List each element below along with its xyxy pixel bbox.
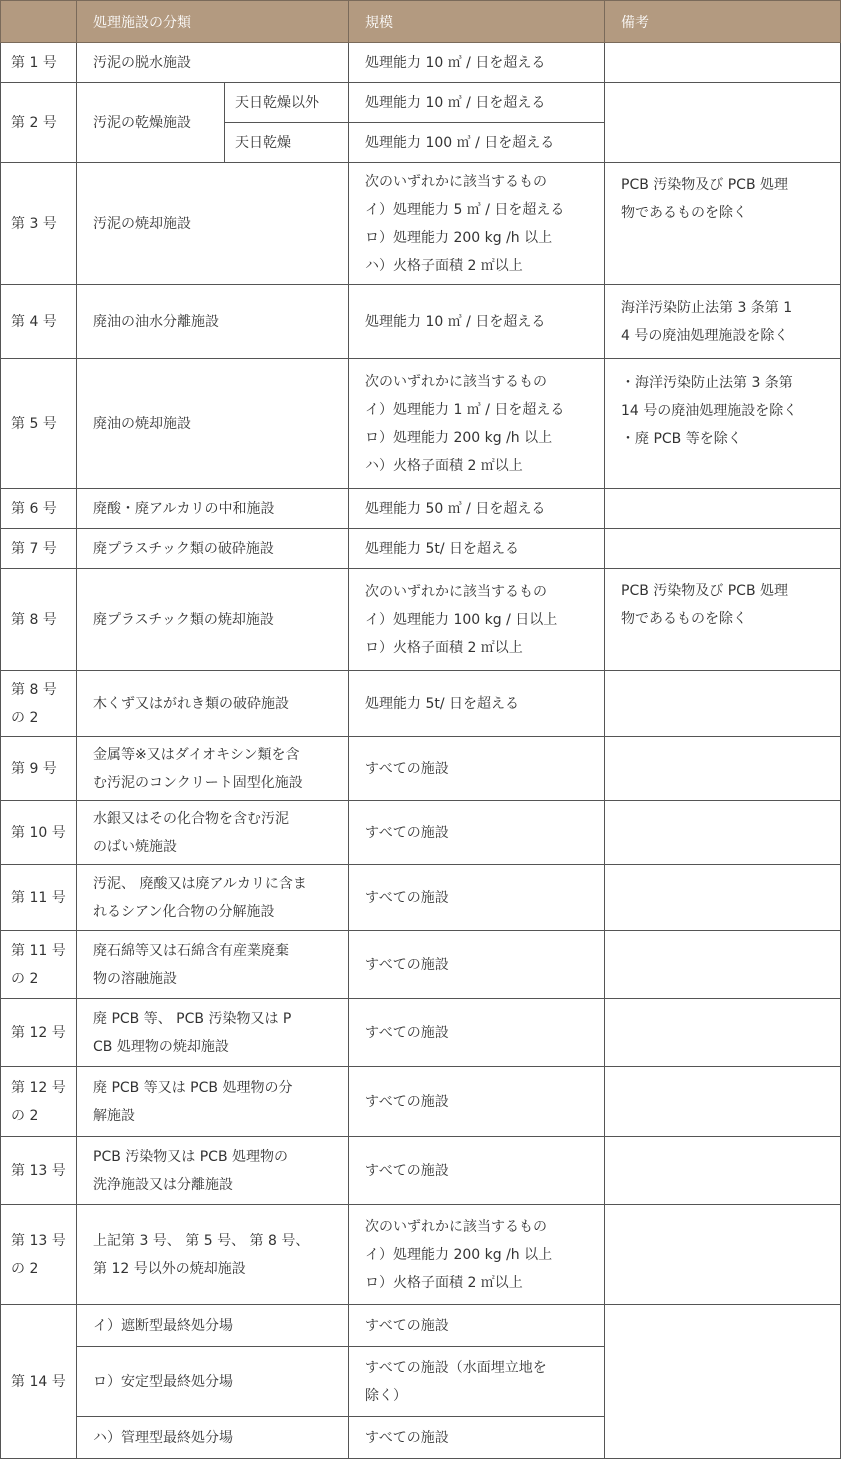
row-number: 第 5 号: [1, 359, 77, 489]
row-scale: 処理能力 5t/ 日を超える: [349, 671, 605, 737]
table-row: [1, 931, 841, 999]
row-remarks: [605, 1137, 841, 1205]
row-remarks: [605, 83, 841, 163]
row-scale: 次のいずれかに該当するもの イ）処理能力 1 ㎥ / 日を超える ロ）処理能力 200 kg /h 以上 ハ）火格子面積 2 ㎡以上: [349, 359, 605, 489]
row-classification: 汚泥、 廃酸又は廃アルカリに含ま れるシアン化合物の分解施設: [77, 865, 349, 931]
table-row: [1, 43, 841, 83]
row-scale: すべての施設: [349, 1137, 605, 1205]
row-remarks: [605, 1305, 841, 1459]
row-scale: 処理能力 10 ㎥ / 日を超える: [349, 43, 605, 83]
table-row: [1, 1205, 841, 1305]
table-row: [1, 737, 841, 801]
row-scale: 次のいずれかに該当するもの イ）処理能力 5 ㎥ / 日を超える ロ）処理能力 200 kg /h 以上 ハ）火格子面積 2 ㎡以上: [349, 163, 605, 285]
row-sub-classification: 天日乾燥: [225, 123, 349, 163]
header-scale: 規模: [349, 1, 605, 43]
row-number: 第 10 号: [1, 801, 77, 865]
row-scale: すべての施設: [349, 1067, 605, 1137]
row-remarks: PCB 汚染物及び PCB 処理 物であるものを除く: [605, 569, 841, 671]
row-remarks: [605, 529, 841, 569]
table-row: [1, 569, 841, 671]
row-number: 第 13 号: [1, 1137, 77, 1205]
header-remarks: 備考: [605, 1, 841, 43]
row-number: 第 6 号: [1, 489, 77, 529]
row-scale: すべての施設（水面埋立地を 除く）: [349, 1347, 605, 1417]
row-remarks: 海洋汚染防止法第 3 条第 1 4 号の廃油処理施設を除く: [605, 285, 841, 359]
row-scale: 次のいずれかに該当するもの イ）処理能力 200 kg /h 以上 ロ）火格子面積 2 ㎡以上: [349, 1205, 605, 1305]
row-classification: 廃 PCB 等又は PCB 処理物の分 解施設: [77, 1067, 349, 1137]
table-row: [1, 865, 841, 931]
row-remarks: [605, 1067, 841, 1137]
row-scale: 処理能力 5t/ 日を超える: [349, 529, 605, 569]
row-sub-classification: 天日乾燥以外: [225, 83, 349, 123]
row-number: 第 12 号 の 2: [1, 1067, 77, 1137]
row-number: 第 4 号: [1, 285, 77, 359]
row-classification: 上記第 3 号、 第 5 号、 第 8 号、 第 12 号以外の焼却施設: [77, 1205, 349, 1305]
row-classification: 金属等※又はダイオキシン類を含 む汚泥のコンクリート固型化施設: [77, 737, 349, 801]
row-number: 第 13 号 の 2: [1, 1205, 77, 1305]
row-remarks: [605, 1205, 841, 1305]
row-remarks: [605, 801, 841, 865]
table-row: [1, 163, 841, 285]
row-classification: PCB 汚染物又は PCB 処理物の 洗浄施設又は分離施設: [77, 1137, 349, 1205]
row-classification: 廃油の油水分離施設: [77, 285, 349, 359]
row-scale: 次のいずれかに該当するもの イ）処理能力 100 kg / 日以上 ロ）火格子面積 2 ㎡以上: [349, 569, 605, 671]
row-classification: 汚泥の焼却施設: [77, 163, 349, 285]
row-number: 第 2 号: [1, 83, 77, 163]
row-scale: すべての施設: [349, 737, 605, 801]
row-remarks: ・海洋汚染防止法第 3 条第 14 号の廃油処理施設を除く ・廃 PCB 等を除く: [605, 359, 841, 489]
row-sub-classification: ロ）安定型最終処分場: [77, 1347, 349, 1417]
row-scale: 処理能力 50 ㎥ / 日を超える: [349, 489, 605, 529]
table-row: [1, 1137, 841, 1205]
row-remarks: PCB 汚染物及び PCB 処理 物であるものを除く: [605, 163, 841, 285]
row-classification: 汚泥の乾燥施設: [77, 83, 225, 163]
row-scale: すべての施設: [349, 1305, 605, 1347]
header-classification: 処理施設の分類: [77, 1, 349, 43]
row-remarks: [605, 931, 841, 999]
table-row: [1, 83, 841, 123]
row-number: 第 8 号 の 2: [1, 671, 77, 737]
row-classification: 木くず又はがれき類の破砕施設: [77, 671, 349, 737]
row-remarks: [605, 999, 841, 1067]
row-remarks: [605, 43, 841, 83]
row-sub-classification: ハ）管理型最終処分場: [77, 1417, 349, 1459]
row-number: 第 12 号: [1, 999, 77, 1067]
table-row: [1, 999, 841, 1067]
row-remarks: [605, 865, 841, 931]
row-scale: すべての施設: [349, 1417, 605, 1459]
row-classification: 廃 PCB 等、 PCB 汚染物又は P CB 処理物の焼却施設: [77, 999, 349, 1067]
row-scale: 処理能力 100 ㎥ / 日を超える: [349, 123, 605, 163]
row-number: 第 14 号: [1, 1305, 77, 1459]
row-classification: 廃酸・廃アルカリの中和施設: [77, 489, 349, 529]
table-row: [1, 489, 841, 529]
row-classification: 廃油の焼却施設: [77, 359, 349, 489]
row-scale: 処理能力 10 ㎥ / 日を超える: [349, 83, 605, 123]
row-number: 第 7 号: [1, 529, 77, 569]
row-sub-classification: イ）遮断型最終処分場: [77, 1305, 349, 1347]
header-number: [1, 1, 77, 43]
row-scale: すべての施設: [349, 931, 605, 999]
row-scale: 処理能力 10 ㎥ / 日を超える: [349, 285, 605, 359]
row-number: 第 9 号: [1, 737, 77, 801]
row-classification: 廃石綿等又は石綿含有産業廃棄 物の溶融施設: [77, 931, 349, 999]
row-number: 第 1 号: [1, 43, 77, 83]
row-classification: 汚泥の脱水施設: [77, 43, 349, 83]
row-number: 第 11 号: [1, 865, 77, 931]
table-row: [1, 1067, 841, 1137]
row-scale: すべての施設: [349, 999, 605, 1067]
table-header-row: [1, 1, 841, 43]
row-number: 第 8 号: [1, 569, 77, 671]
table-row: [1, 1305, 841, 1347]
row-scale: すべての施設: [349, 801, 605, 865]
row-scale: すべての施設: [349, 865, 605, 931]
row-remarks: [605, 671, 841, 737]
table-row: [1, 671, 841, 737]
row-classification: 水銀又はその化合物を含む汚泥 のばい焼施設: [77, 801, 349, 865]
row-number: 第 3 号: [1, 163, 77, 285]
table-row: [1, 285, 841, 359]
row-number: 第 11 号 の 2: [1, 931, 77, 999]
table-row: [1, 359, 841, 489]
table-row: [1, 529, 841, 569]
row-remarks: [605, 737, 841, 801]
table-row: [1, 801, 841, 865]
row-classification: 廃プラスチック類の破砕施設: [77, 529, 349, 569]
row-classification: 廃プラスチック類の焼却施設: [77, 569, 349, 671]
row-remarks: [605, 489, 841, 529]
